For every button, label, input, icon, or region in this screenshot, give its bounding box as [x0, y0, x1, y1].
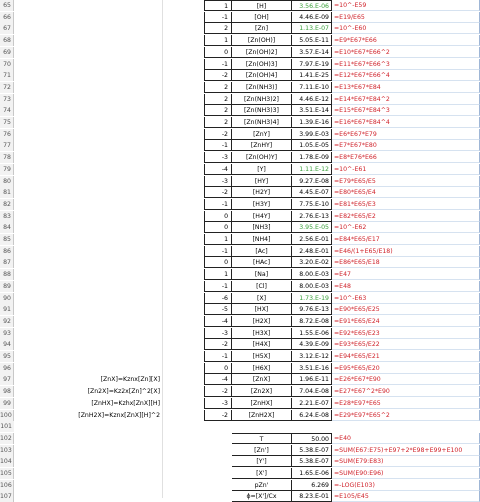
formula-note-cell[interactable]	[14, 187, 162, 198]
formula-cell[interactable]: =E16*E67*E84^4	[332, 117, 480, 128]
formula-note-cell[interactable]	[14, 351, 162, 362]
value-cell[interactable]: 3.99.E-03	[292, 129, 332, 140]
row-number[interactable]: 98	[0, 386, 14, 397]
row-number[interactable]: 105	[0, 468, 14, 479]
row-number[interactable]: 78	[0, 152, 14, 163]
row-number[interactable]: 103	[0, 445, 14, 456]
table-row	[0, 398, 480, 409]
summary-value-cell[interactable]: 6.269	[292, 480, 332, 491]
table-row	[0, 257, 480, 268]
formula-note-cell[interactable]	[14, 363, 162, 374]
species-name-cell[interactable]: [Zn(NH3)4]	[232, 117, 292, 128]
value-cell[interactable]: 2.76.E-13	[292, 211, 332, 222]
value-cell[interactable]: 4.39.E-09	[292, 339, 332, 350]
row-number[interactable]: 96	[0, 363, 14, 374]
row-number[interactable]: 92	[0, 316, 14, 327]
row-number[interactable]: 84	[0, 222, 14, 233]
row-number[interactable]: 100	[0, 410, 14, 421]
summary-formula-cell[interactable]: =SUM(E67:E75)+E97+2*E98+E99+E100	[332, 445, 480, 456]
value-cell[interactable]: 3.12.E-12	[292, 351, 332, 362]
species-name-cell[interactable]: [HX]	[232, 304, 292, 315]
summary-row	[0, 491, 480, 502]
formula-cell[interactable]: =E27*E67^2*E90	[332, 386, 480, 397]
summary-formula-cell[interactable]: =E40	[332, 433, 480, 444]
species-name-cell[interactable]: [Na]	[232, 269, 292, 280]
species-name-cell[interactable]: [H5X]	[232, 351, 292, 362]
formula-note-cell[interactable]	[14, 328, 162, 339]
formula-cell[interactable]: =E81*E65/E3	[332, 199, 480, 210]
row-number[interactable]: 67	[0, 23, 14, 34]
value-cell[interactable]: 3.57.E-14	[292, 47, 332, 58]
row-number[interactable]: 66	[0, 12, 14, 23]
formula-cell[interactable]: =E86*E65/E18	[332, 257, 480, 268]
formula-note-cell[interactable]	[14, 281, 162, 292]
summary-label-cell[interactable]: [Zn']	[232, 445, 292, 456]
row-number[interactable]: 74	[0, 105, 14, 116]
coefficient-cell[interactable]: 1	[204, 35, 232, 46]
row-number[interactable]: 81	[0, 187, 14, 198]
species-name-cell[interactable]: [Cl]	[232, 281, 292, 292]
table-row	[0, 304, 480, 315]
coefficient-cell[interactable]: -1	[204, 12, 232, 23]
formula-cell[interactable]: =E93*E65/E22	[332, 339, 480, 350]
row-number[interactable]: 68	[0, 35, 14, 46]
row-number[interactable]: 73	[0, 94, 14, 105]
row-number[interactable]: 99	[0, 398, 14, 409]
formula-note-cell[interactable]	[14, 82, 162, 93]
coefficient-cell[interactable]: -6	[204, 293, 232, 304]
value-cell[interactable]: 5.05.E-11	[292, 35, 332, 46]
table-row	[0, 199, 480, 210]
formula-cell[interactable]: =E12*E67*E66^4	[332, 70, 480, 81]
coefficient-cell[interactable]: -3	[204, 328, 232, 339]
formula-note-cell[interactable]	[14, 164, 162, 175]
coefficient-cell[interactable]: -1	[204, 246, 232, 257]
table-row	[0, 328, 480, 339]
formula-cell[interactable]: =10^-E63	[332, 293, 480, 304]
coefficient-cell[interactable]: -4	[204, 164, 232, 175]
table-row	[0, 410, 480, 421]
species-name-cell[interactable]: [NH3]	[232, 222, 292, 233]
species-name-cell[interactable]: [Ac]	[232, 246, 292, 257]
species-name-cell[interactable]: [H]	[232, 0, 292, 11]
species-name-cell[interactable]: [H4Y]	[232, 211, 292, 222]
formula-note-cell[interactable]: [Zn2X]=Kz2x[Zn]^2[X]	[87, 388, 160, 396]
formula-cell[interactable]: =E84*E65/E17	[332, 234, 480, 245]
formula-cell[interactable]: =E82*E65/E2	[332, 211, 480, 222]
row-number[interactable]: 79	[0, 164, 14, 175]
species-name-cell[interactable]: [Zn(OH)3]	[232, 59, 292, 70]
coefficient-cell[interactable]: -2	[204, 386, 232, 397]
formula-note-cell[interactable]: [ZnX]=Kznx[Zn][X]	[100, 376, 160, 384]
row-number[interactable]: 75	[0, 117, 14, 128]
formula-note-cell[interactable]	[14, 59, 162, 70]
formula-cell[interactable]: =E28*E97*E65	[332, 398, 480, 409]
formula-cell[interactable]: =E13*E67*E84	[332, 82, 480, 93]
summary-formula-cell[interactable]: =SUM(E90:E96)	[332, 468, 480, 479]
row-number[interactable]: 72	[0, 82, 14, 93]
value-cell[interactable]: 1.05.E-05	[292, 140, 332, 151]
value-cell[interactable]: 3.20.E-02	[292, 257, 332, 268]
value-cell[interactable]: 3.51.E-16	[292, 363, 332, 374]
coefficient-cell[interactable]: 1	[204, 269, 232, 280]
formula-cell[interactable]: =E29*E97*E65^2	[332, 410, 480, 421]
coefficient-cell[interactable]: 2	[204, 117, 232, 128]
value-cell[interactable]: 1.96.E-11	[292, 374, 332, 385]
table-row	[0, 374, 480, 385]
formula-note-cell[interactable]	[14, 94, 162, 105]
species-name-cell[interactable]: [Zn(OH)2]	[232, 47, 292, 58]
table-row	[0, 246, 480, 257]
summary-label-cell[interactable]: [X']	[232, 468, 292, 479]
value-cell[interactable]: 8.00.E-03	[292, 269, 332, 280]
formula-note-cell[interactable]	[14, 23, 162, 34]
table-row	[0, 94, 480, 105]
empty-row	[0, 421, 480, 432]
coefficient-cell[interactable]: -4	[204, 374, 232, 385]
formula-cell[interactable]: =E95*E65/E20	[332, 363, 480, 374]
value-cell[interactable]: 9.27.E-08	[292, 176, 332, 187]
formula-note-cell[interactable]	[14, 176, 162, 187]
row-number[interactable]: 76	[0, 129, 14, 140]
row-number[interactable]: 87	[0, 257, 14, 268]
formula-cell[interactable]: =E48	[332, 281, 480, 292]
value-cell[interactable]: 7.75.E-10	[292, 199, 332, 210]
coefficient-cell[interactable]: -1	[204, 351, 232, 362]
row-number[interactable]: 106	[0, 480, 14, 491]
coefficient-cell[interactable]: -4	[204, 316, 232, 327]
formula-cell[interactable]: =E15*E67*E84^3	[332, 105, 480, 116]
table-row	[0, 293, 480, 304]
value-cell[interactable]: 2.56.E-01	[292, 234, 332, 245]
value-cell[interactable]: 7.97.E-19	[292, 59, 332, 70]
summary-label-cell[interactable]: pZn'	[232, 480, 292, 491]
formula-note-cell[interactable]	[14, 105, 162, 116]
value-cell[interactable]: 6.24.E-08	[292, 410, 332, 421]
species-name-cell[interactable]: [Zn(NH3)]	[232, 82, 292, 93]
coefficient-cell[interactable]: 0	[204, 222, 232, 233]
coefficient-cell[interactable]: -2	[204, 129, 232, 140]
coefficient-cell[interactable]: 0	[204, 47, 232, 58]
species-name-cell[interactable]: [Zn(OH)]	[232, 35, 292, 46]
formula-note-cell[interactable]	[14, 140, 162, 151]
coefficient-cell[interactable]: -2	[204, 410, 232, 421]
row-number[interactable]: 69	[0, 47, 14, 58]
value-cell[interactable]: 8.72.E-08	[292, 316, 332, 327]
coefficient-cell[interactable]: 2	[204, 94, 232, 105]
formula-note-cell[interactable]	[14, 246, 162, 257]
row-number[interactable]: 80	[0, 176, 14, 187]
row-number[interactable]: 85	[0, 234, 14, 245]
value-cell[interactable]: 1.39.E-16	[292, 117, 332, 128]
table-row	[0, 351, 480, 362]
coefficient-cell[interactable]: -2	[204, 70, 232, 81]
formula-cell[interactable]: =E94*E65/E21	[332, 351, 480, 362]
summary-formula-cell[interactable]: =-LOG(E103)	[332, 480, 480, 491]
table-row	[0, 339, 480, 350]
formula-cell[interactable]: =10^-E59	[332, 0, 480, 11]
row-number[interactable]: 94	[0, 339, 14, 350]
formula-cell[interactable]: =10^-E61	[332, 164, 480, 175]
formula-cell[interactable]: =E10*E67*E66^2	[332, 47, 480, 58]
table-row	[0, 117, 480, 128]
coefficient-cell[interactable]: -2	[204, 187, 232, 198]
formula-note-cell[interactable]	[14, 339, 162, 350]
species-name-cell[interactable]: [Zn2X]	[232, 386, 292, 397]
table-row	[0, 82, 480, 93]
formula-cell[interactable]: =E92*E65/E23	[332, 328, 480, 339]
species-name-cell[interactable]: [ZnH2X]	[232, 410, 292, 421]
table-row	[0, 234, 480, 245]
table-row	[0, 23, 480, 34]
table-row	[0, 105, 480, 116]
summary-formula-cell[interactable]: =E105/E45	[332, 491, 480, 502]
summary-row	[0, 456, 480, 467]
formula-note-cell[interactable]	[14, 304, 162, 315]
formula-note-cell[interactable]	[14, 234, 162, 245]
species-name-cell[interactable]: [ZnHX]	[232, 398, 292, 409]
formula-note-cell[interactable]	[14, 257, 162, 268]
summary-value-cell[interactable]: 5.38.E-07	[292, 456, 332, 467]
row-number[interactable]: 83	[0, 211, 14, 222]
table-row	[0, 0, 480, 11]
formula-cell[interactable]: =E46/(1+E65/E18)	[332, 246, 480, 257]
value-cell[interactable]: 8.00.E-03	[292, 281, 332, 292]
row-number[interactable]: 88	[0, 269, 14, 280]
summary-value-cell[interactable]: 5.38.E-07	[292, 445, 332, 456]
value-cell[interactable]: 2.21.E-07	[292, 398, 332, 409]
species-name-cell[interactable]: [H2Y]	[232, 187, 292, 198]
formula-cell[interactable]: =E90*E65/E25	[332, 304, 480, 315]
row-number[interactable]: 89	[0, 281, 14, 292]
coefficient-cell[interactable]: -3	[204, 398, 232, 409]
row-number[interactable]: 93	[0, 328, 14, 339]
species-name-cell[interactable]: [H2X]	[232, 316, 292, 327]
species-name-cell[interactable]: [Zn(NH3)3]	[232, 105, 292, 116]
value-cell[interactable]: 1.41.E-25	[292, 70, 332, 81]
table-row	[0, 281, 480, 292]
species-name-cell[interactable]: [Y]	[232, 164, 292, 175]
summary-value-cell[interactable]: 8.23.E-01	[292, 491, 332, 502]
formula-cell[interactable]: =10^-E60	[332, 23, 480, 34]
formula-note-cell[interactable]	[14, 211, 162, 222]
row-number[interactable]: 71	[0, 70, 14, 81]
species-name-cell[interactable]: [HY]	[232, 176, 292, 187]
coefficient-cell[interactable]: 1	[204, 234, 232, 245]
formula-note-cell[interactable]	[14, 70, 162, 81]
formula-note-cell[interactable]	[14, 199, 162, 210]
value-cell[interactable]: 1.55.E-06	[292, 328, 332, 339]
row-number[interactable]: 70	[0, 59, 14, 70]
row-number[interactable]: 65	[0, 0, 14, 11]
summary-row	[0, 480, 480, 491]
species-name-cell[interactable]: [Zn(OH)4]	[232, 70, 292, 81]
coefficient-cell[interactable]: 0	[204, 257, 232, 268]
formula-note-cell[interactable]	[14, 47, 162, 58]
table-row	[0, 164, 480, 175]
coefficient-cell[interactable]: -1	[204, 59, 232, 70]
table-row	[0, 140, 480, 151]
formula-cell[interactable]: =E91*E65/E24	[332, 316, 480, 327]
row-number[interactable]: 90	[0, 293, 14, 304]
formula-cell[interactable]: =E80*E65/E4	[332, 187, 480, 198]
formula-note-cell[interactable]	[14, 152, 162, 163]
value-cell[interactable]: 4.45.E-07	[292, 187, 332, 198]
formula-cell[interactable]: =E8*E76*E66	[332, 152, 480, 163]
formula-note-cell[interactable]: [ZnHX]=Kzhx[ZnX][H]	[91, 399, 160, 407]
summary-label-cell[interactable]: T	[232, 433, 292, 444]
species-name-cell[interactable]: [Zn(NH3)2]	[232, 94, 292, 105]
value-cell[interactable]: 1.11.E-12	[292, 164, 332, 175]
formula-cell[interactable]: =E14*E67*E84^2	[332, 94, 480, 105]
coefficient-cell[interactable]: 0	[204, 363, 232, 374]
value-cell[interactable]: 1.13.E-07	[292, 23, 332, 34]
coefficient-cell[interactable]: -3	[204, 176, 232, 187]
coefficient-cell[interactable]: -2	[204, 339, 232, 350]
species-name-cell[interactable]: [Zn]	[232, 23, 292, 34]
species-name-cell[interactable]: [H3X]	[232, 328, 292, 339]
value-cell[interactable]: 9.76.E-13	[292, 304, 332, 315]
summary-formula-cell[interactable]: =SUM(E79:E83)	[332, 456, 480, 467]
table-row	[0, 70, 480, 81]
value-cell[interactable]: 1.78.E-09	[292, 152, 332, 163]
table-row	[0, 386, 480, 397]
formula-note-cell[interactable]	[14, 129, 162, 140]
species-name-cell[interactable]: [OH]	[232, 12, 292, 23]
species-name-cell[interactable]: [ZnX]	[232, 374, 292, 385]
formula-note-cell[interactable]	[14, 35, 162, 46]
formula-note-cell[interactable]	[14, 316, 162, 327]
row-number[interactable]: 82	[0, 199, 14, 210]
row-number[interactable]: 97	[0, 374, 14, 385]
species-name-cell[interactable]: [Zn(OH)Y]	[232, 152, 292, 163]
row-number[interactable]: 86	[0, 246, 14, 257]
table-row	[0, 316, 480, 327]
formula-cell[interactable]: =E26*E67*E90	[332, 374, 480, 385]
coefficient-cell[interactable]: -1	[204, 140, 232, 151]
row-number[interactable]: 91	[0, 304, 14, 315]
table-row	[0, 12, 480, 23]
coefficient-cell[interactable]: -1	[204, 199, 232, 210]
table-row	[0, 269, 480, 280]
value-cell[interactable]: 1.73.E-19	[292, 293, 332, 304]
row-number[interactable]: 107	[0, 491, 14, 502]
species-name-cell[interactable]: [H4X]	[232, 339, 292, 350]
row-number[interactable]: 104	[0, 456, 14, 467]
table-row	[0, 211, 480, 222]
species-name-cell[interactable]: [H6X]	[232, 363, 292, 374]
formula-note-cell[interactable]	[14, 222, 162, 233]
coefficient-cell[interactable]: -5	[204, 304, 232, 315]
species-name-cell[interactable]: [X]	[232, 293, 292, 304]
formula-cell[interactable]: =E6*E67*E79	[332, 129, 480, 140]
species-name-cell[interactable]: [H3Y]	[232, 199, 292, 210]
coefficient-cell[interactable]: 2	[204, 23, 232, 34]
table-row	[0, 152, 480, 163]
formula-cell[interactable]: =E47	[332, 269, 480, 280]
formula-note-cell[interactable]	[14, 12, 162, 23]
table-row	[0, 59, 480, 70]
formula-note-cell[interactable]: [ZnH2X]=Kznx[ZnX][H]^2	[78, 411, 160, 419]
formula-note-cell[interactable]	[14, 0, 162, 11]
value-cell[interactable]: 4.46.E-12	[292, 94, 332, 105]
table-row	[0, 35, 480, 46]
table-row	[0, 47, 480, 58]
row-number[interactable]: 77	[0, 140, 14, 151]
species-name-cell[interactable]: [HAc]	[232, 257, 292, 268]
summary-label-cell[interactable]: [Y']	[232, 456, 292, 467]
coefficient-cell[interactable]: -1	[204, 281, 232, 292]
summary-row	[0, 433, 480, 444]
row-number[interactable]: 95	[0, 351, 14, 362]
table-row	[0, 222, 480, 233]
row-number[interactable]: 101	[0, 423, 12, 431]
summary-label-cell[interactable]: ϕ=[X']/Cx	[232, 491, 292, 502]
table-row	[0, 129, 480, 140]
value-cell[interactable]: 7.04.E-08	[292, 386, 332, 397]
species-name-cell[interactable]: [ZnY]	[232, 129, 292, 140]
value-cell[interactable]: 4.46.E-09	[292, 12, 332, 23]
formula-cell[interactable]: =E19/E65	[332, 12, 480, 23]
coefficient-cell[interactable]: 0	[204, 211, 232, 222]
formula-note-cell[interactable]	[14, 293, 162, 304]
coefficient-cell[interactable]: 2	[204, 105, 232, 116]
summary-row	[0, 445, 480, 456]
formula-cell[interactable]: =10^-E62	[332, 222, 480, 233]
coefficient-cell[interactable]: 1	[204, 0, 232, 11]
value-cell[interactable]: 2.48.E-01	[292, 246, 332, 257]
value-cell[interactable]: 7.11.E-10	[292, 82, 332, 93]
value-cell[interactable]: 3.56.E-06	[292, 0, 332, 11]
species-name-cell[interactable]: [NH4]	[232, 234, 292, 245]
value-cell[interactable]: 3.95.E-05	[292, 222, 332, 233]
table-row	[0, 176, 480, 187]
row-number[interactable]: 102	[0, 433, 14, 444]
value-cell[interactable]: 3.51.E-14	[292, 105, 332, 116]
coefficient-cell[interactable]: 2	[204, 82, 232, 93]
formula-cell[interactable]: =E9*E67*E66	[332, 35, 480, 46]
formula-cell[interactable]: =E79*E65/E5	[332, 176, 480, 187]
coefficient-cell[interactable]: -3	[204, 152, 232, 163]
table-row	[0, 363, 480, 374]
table-row	[0, 187, 480, 198]
summary-row	[0, 468, 480, 479]
summary-value-cell[interactable]: 50.00	[292, 433, 332, 444]
formula-note-cell[interactable]	[14, 269, 162, 280]
formula-cell[interactable]: =E11*E67*E66^3	[332, 59, 480, 70]
species-name-cell[interactable]: [ZnHY]	[232, 140, 292, 151]
summary-value-cell[interactable]: 1.65.E-06	[292, 468, 332, 479]
formula-cell[interactable]: =E7*E67*E80	[332, 140, 480, 151]
formula-note-cell[interactable]	[14, 117, 162, 128]
